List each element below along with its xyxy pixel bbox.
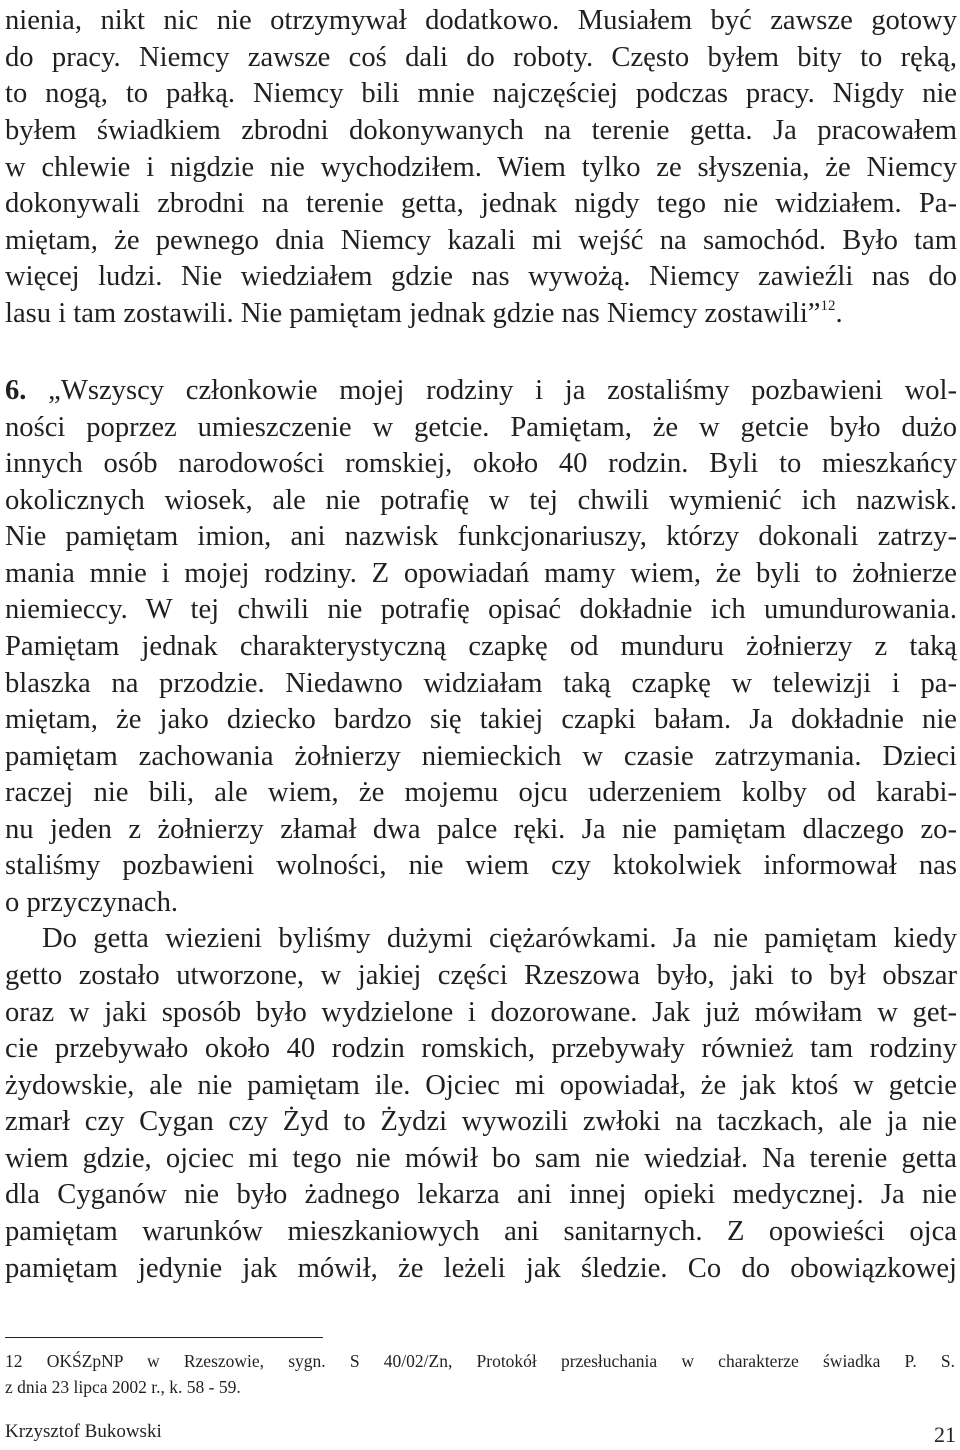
section-line: pamiętam zachowania żołnierzy niemieckich w czasie zatrzymania. Dzieci <box>5 741 957 772</box>
body-line: do pracy. Niemcy zawsze coś dali do roboty. Często byłem bity to ręką, <box>5 42 957 73</box>
paragraph-line: pamiętam jedynie jak mówił, że leżeli jak śledzie. Co do obowiązkowej <box>5 1253 957 1284</box>
footnote-reference: 12 <box>820 298 836 314</box>
body-line: miętam, że pewnego dnia Niemcy kazali mi wejść na samochód. Było tam <box>5 225 957 256</box>
section-line: Pamiętam jednak charakterystyczną czapkę od munduru żołnierzy z taką <box>5 631 957 662</box>
body-line: w chlewie i nigdzie nie wychodziłem. Wiem tylko ze słyszenia, że Niemcy <box>5 152 957 183</box>
paragraph-line: dla Cyganów nie było żadnego lekarza ani innej opieki medycznej. Ja nie <box>5 1179 957 1210</box>
paragraph-line: cie przebywało około 40 rodzin romskich, przebywały również tam rodziny <box>5 1033 957 1064</box>
body-line: nienia, nikt nic nie otrzymywał dodatkowo. Musiałem być zawsze gotowy <box>5 5 957 36</box>
section-line: ności poprzez umieszczenie w getcie. Pamiętam, że w getcie było dużo <box>5 412 957 443</box>
paragraph-line: oraz w jaki sposób było wydzielone i dozorowane. Jak już mówiłam w get- <box>5 997 957 1028</box>
section-line: mania mnie i mojej rodziny. Z opowiadań mamy wiem, że byli to żołnierze <box>5 558 957 589</box>
footnote-divider <box>5 1337 323 1338</box>
section-line: innych osób narodowości romskiej, około 40 rodzin. Byli to mieszkańcy <box>5 448 957 479</box>
paragraph-line: wiem gdzie, ojciec mi tego nie mówił bo sam nie wiedział. Na terenie getta <box>5 1143 957 1174</box>
section-line <box>5 372 957 409</box>
section-line: blaszka na przodzie. Niedawno widziałam taką czapkę w telewizji i pa- <box>5 668 957 699</box>
section-line: niemieccy. W tej chwili nie potrafię opisać dokładnie ich umundurowania. <box>5 594 957 625</box>
paragraph-line: getto zostało utworzone, w jakiej części Rzeszowa było, jaki to był obszar <box>5 960 957 991</box>
section-line: staliśmy pozbawieni wolności, nie wiem czy ktokolwiek informował nas <box>5 850 957 881</box>
page-number: 21 <box>934 1422 956 1447</box>
section-line: okolicznych wiosek, ale nie potrafię w tej chwili wymienić ich nazwisk. <box>5 485 957 516</box>
body-line-last <box>5 295 957 332</box>
section-line: nu jeden z żołnierzy złamał dwa palce ręki. Ja nie pamiętam dlaczego zo- <box>5 814 957 845</box>
section-line: o przyczynach. <box>5 887 179 918</box>
body-line-text: lasu i tam zostawili. Nie pamiętam jednak gdzie nas Niemcy zostawili” <box>5 298 821 329</box>
body-line: byłem świadkiem zbrodni dokonywanych na terenie getta. Ja pracowałem <box>5 115 957 146</box>
section-line: raczej nie bili, ale wiem, że mojemu ojcu uderzeniem kolby od karabi- <box>5 777 957 808</box>
footnote-line: 12 OKŚZpNP w Rzeszowie, sygn. S 40/02/Zn, Protokół przesłuchania w charakterze świadka P. S. <box>5 1351 955 1371</box>
body-line: więcej ludzi. Nie wiedziałem gdzie nas wywożą. Niemcy zawieźli nas do <box>5 261 957 292</box>
section-line: Nie pamiętam imion, ani nazwisk funkcjonariuszy, którzy dokonali zatrzy- <box>5 521 957 552</box>
paragraph-line: pamiętam warunków mieszkaniowych ani sanitarnych. Z opowieści ojca <box>5 1216 957 1247</box>
paragraph-line: Do getta wiezieni byliśmy dużymi ciężarówkami. Ja nie pamiętam kiedy <box>42 923 957 954</box>
paragraph-line: zmarł czy Cygan czy Żyd to Żydzi wywozili zwłoki na taczkach, ale ja nie <box>5 1106 957 1137</box>
section-line-text: „Wszyscy członkowie mojej rodziny i ja zostaliśmy pozbawieni wol- <box>48 375 957 406</box>
body-line: to nogą, to pałką. Niemcy bili mnie najczęściej podczas pracy. Nigdy nie <box>5 78 957 109</box>
section-number: 6. <box>5 375 27 406</box>
body-line: dokonywali zbrodni na terenie getta, jednak nigdy tego nie widziałem. Pa- <box>5 188 957 219</box>
footnote-reference-trailing: . <box>835 298 843 329</box>
footer-author: Krzysztof Bukowski <box>5 1421 162 1442</box>
footnote-line: z dnia 23 lipca 2002 r., k. 58 - 59. <box>5 1377 241 1397</box>
paragraph-line: żydowskie, ale nie pamiętam ile. Ojciec mi opowiadał, że jak ktoś w getcie <box>5 1070 957 1101</box>
section-line: miętam, że jako dziecko bardzo się takiej czapki bałam. Ja dokładnie nie <box>5 704 957 735</box>
